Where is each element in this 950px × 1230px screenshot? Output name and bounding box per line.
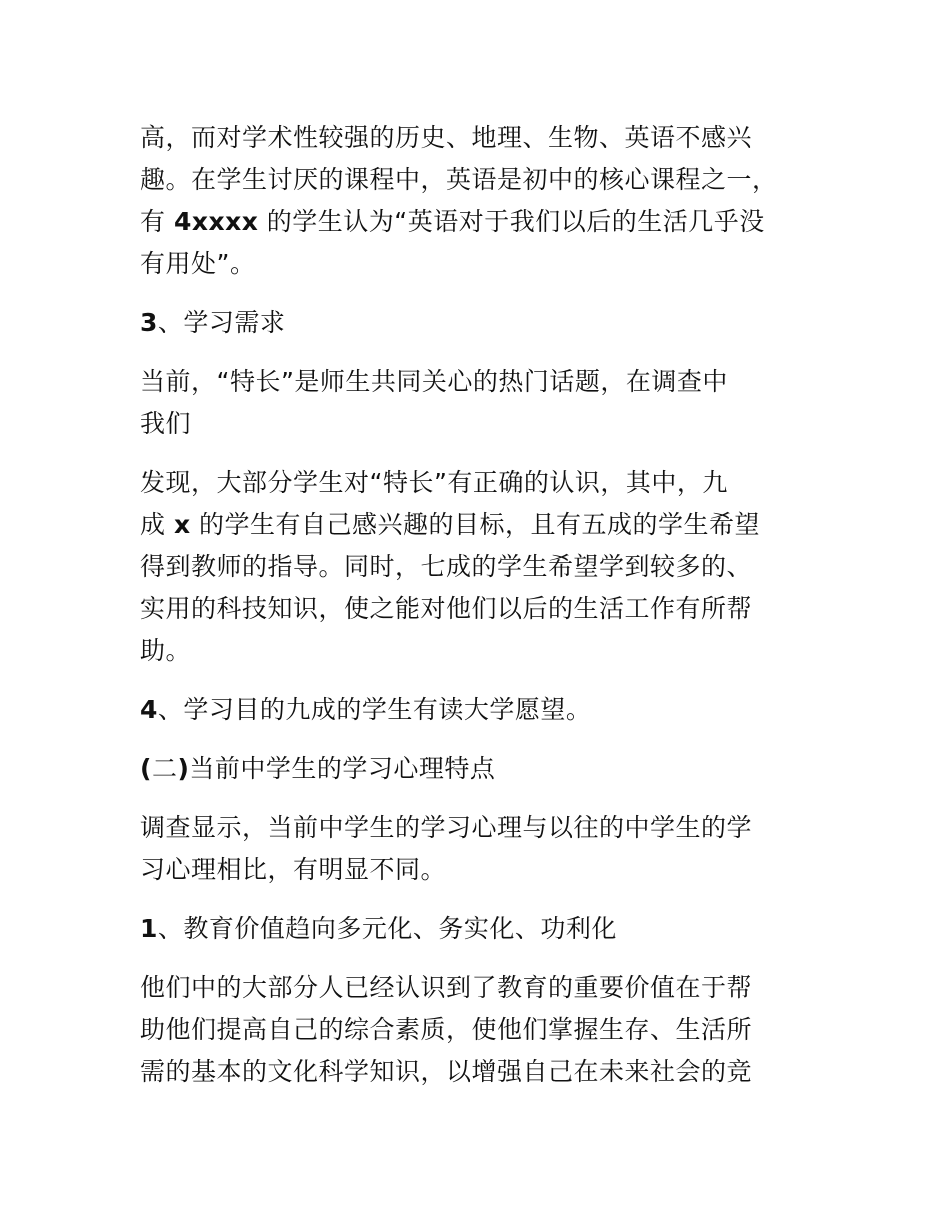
- paragraph: [140, 967, 820, 1093]
- text-span: 有用处”。: [140, 249, 256, 278]
- text-span: 高，而对学术性较强的历史、地理、生物、英语不感兴: [140, 123, 753, 152]
- bold-text: 4xxxx: [173, 207, 259, 236]
- text-span: 当前，“特长”是师生共同关心的热门话题，在调查中: [140, 367, 728, 396]
- bold-text: x: [173, 510, 191, 539]
- bold-text: ): [177, 754, 190, 783]
- text-line: [140, 462, 820, 504]
- text-span: 当前中学生的学习心理特点: [189, 754, 496, 783]
- text-span: 二: [151, 754, 178, 783]
- text-span: 的学生有自己感兴趣的目标，且有五成的学生希望: [190, 510, 761, 539]
- text-line: [140, 748, 820, 790]
- text-line: [140, 588, 820, 630]
- text-span: 发现，大部分学生对“特长”有正确的认识，其中，九: [140, 468, 728, 497]
- bold-text: (: [140, 754, 152, 783]
- text-line: [140, 403, 820, 445]
- text-span: 的学生认为“英语对于我们以后的生活几乎没: [258, 207, 765, 236]
- text-line: [140, 807, 820, 849]
- text-line: [140, 243, 820, 285]
- text-span: 他们中的大部分人已经认识到了教育的重要价值在于帮: [140, 973, 753, 1002]
- text-line: [140, 361, 820, 403]
- text-line: [140, 908, 820, 950]
- text-line: [140, 201, 820, 243]
- text-line: [140, 1051, 820, 1093]
- text-span: 成: [140, 510, 174, 539]
- paragraph: [140, 908, 820, 950]
- text-line: [140, 630, 820, 672]
- text-span: 、学习需求: [157, 308, 286, 337]
- text-line: [140, 117, 820, 159]
- text-line: [140, 1009, 820, 1051]
- paragraph: [140, 462, 820, 672]
- bold-text: 4: [140, 695, 158, 724]
- text-span: 、学习目的九成的学生有读大学愿望。: [157, 695, 592, 724]
- paragraph: [140, 302, 820, 344]
- paragraph: [140, 361, 820, 445]
- text-line: [140, 849, 820, 891]
- paragraph: [140, 748, 820, 790]
- bold-text: 3: [140, 308, 158, 337]
- text-line: [140, 967, 820, 1009]
- text-span: 、教育价值趋向多元化、务实化、功利化: [157, 914, 617, 943]
- text-span: 需的基本的文化科学知识，以增强自己在未来社会的竞: [140, 1057, 753, 1086]
- text-span: 助他们提高自己的综合素质，使他们掌握生存、生活所: [140, 1015, 753, 1044]
- text-span: 调查显示，当前中学生的学习心理与以往的中学生的学: [140, 813, 753, 842]
- paragraph: [140, 117, 820, 285]
- text-line: [140, 159, 820, 201]
- text-span: 有: [140, 207, 174, 236]
- bold-text: 1: [140, 914, 158, 943]
- text-span: 习心理相比，有明显不同。: [140, 855, 447, 884]
- text-line: [140, 689, 820, 731]
- paragraph: [140, 689, 820, 731]
- text-line: [140, 504, 820, 546]
- text-span: 实用的科技知识，使之能对他们以后的生活工作有所帮: [140, 594, 753, 623]
- text-line: [140, 302, 820, 344]
- text-span: 我们: [140, 409, 192, 438]
- document-page: [140, 117, 820, 1110]
- text-span: 得到教师的指导。同时，七成的学生希望学到较多的、: [140, 552, 753, 581]
- text-span: 趣。在学生讨厌的课程中，英语是初中的核心课程之一，: [140, 165, 778, 194]
- text-line: [140, 546, 820, 588]
- paragraph: [140, 807, 820, 891]
- text-span: 助。: [140, 636, 192, 665]
